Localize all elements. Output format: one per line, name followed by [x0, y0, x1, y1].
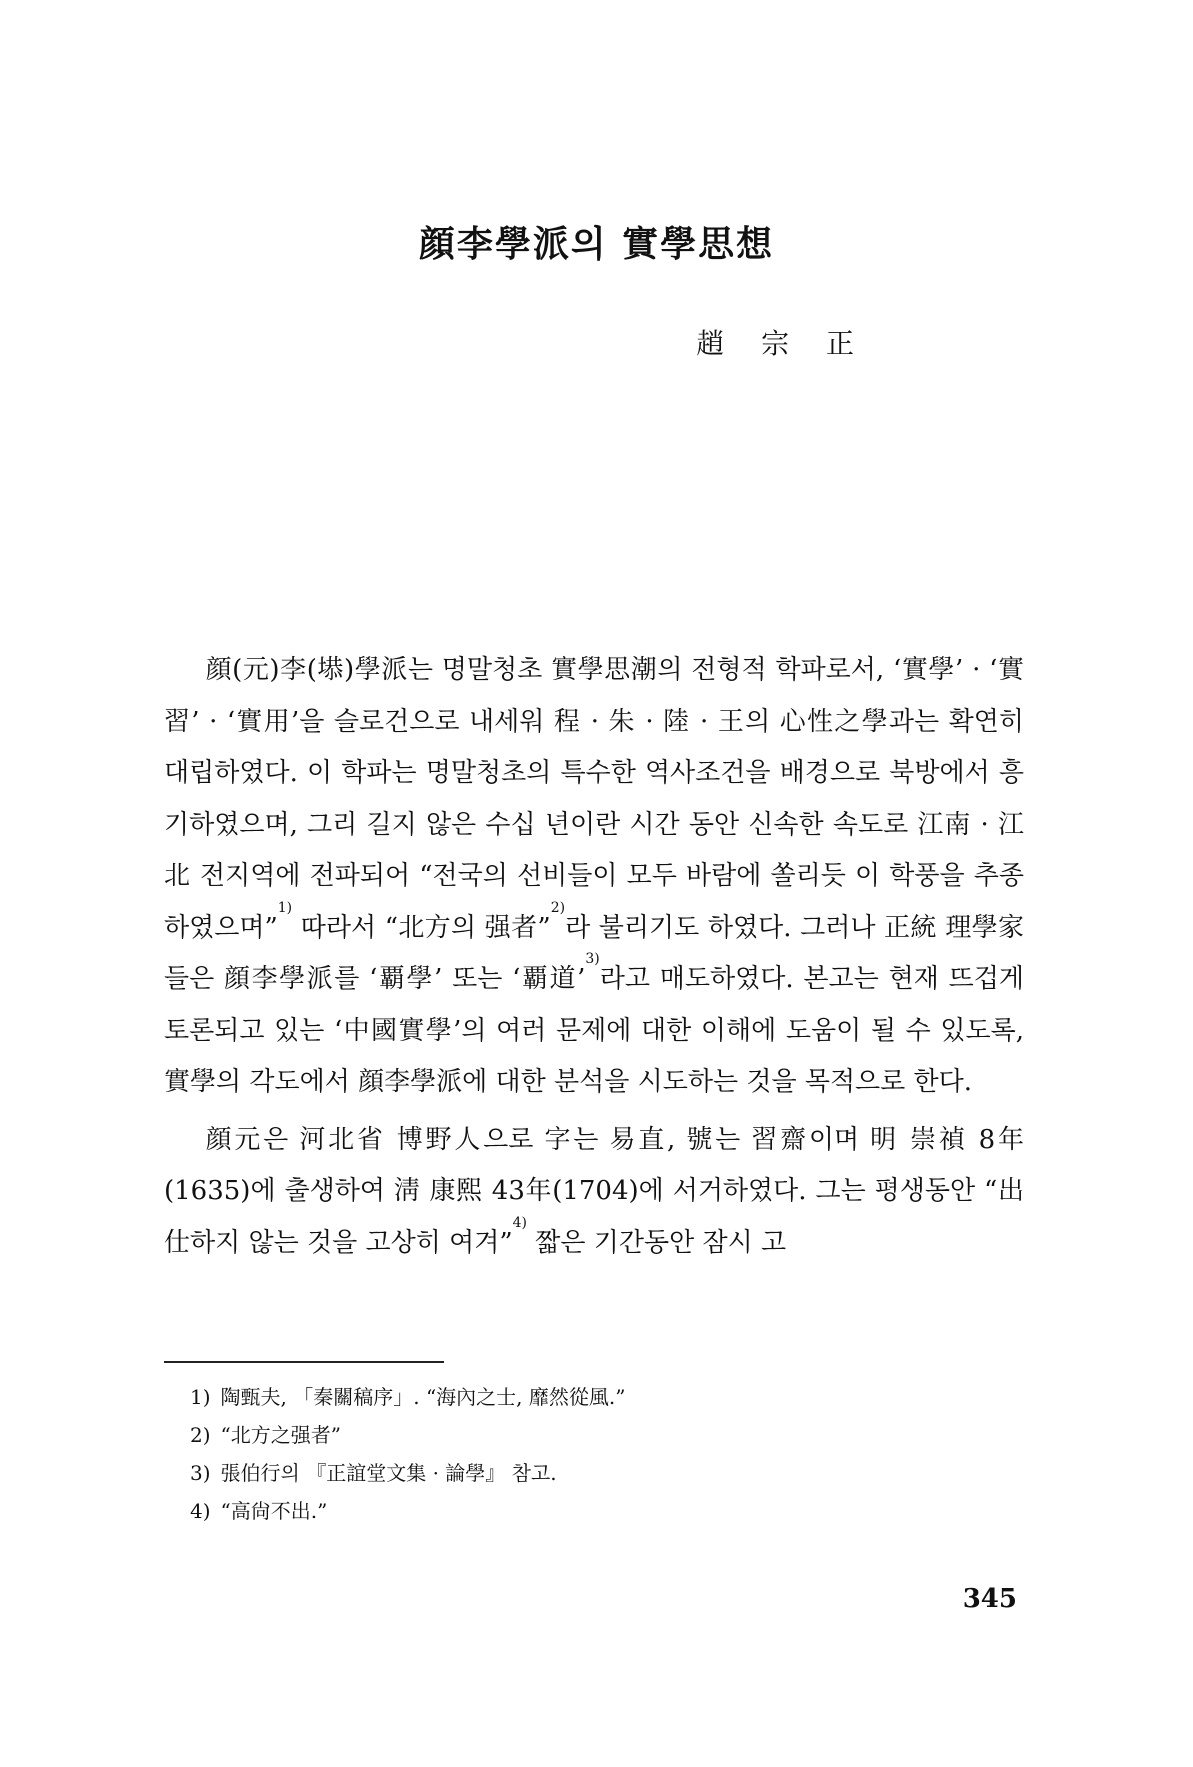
- footnote-ref-1[interactable]: 1): [277, 899, 293, 916]
- author-name: 趙 宗 正: [696, 327, 868, 360]
- p1-text-1: 顔(元)李(塨)學派는 명말청초 實學思潮의 전형적 학파로서, ‘實學’ · ‘實習’ · ‘實用’을 슬로건으로 내세워 程 · 朱 · 陸 · 王의 心性之學과는 확연히 대립하였다. 이 학파는 명말청초의 특수한 역사조건을 배경으로 북방에서 흥기하였으며, 그리 길지 않은 수십 년이란 시간 동안 신속한 속도로 江南 · 江北 전지역에 전파되어 “전국의 선비들이 모두 바람에 쏠리듯 이 학풍을 추종하였으며”: [164, 655, 1024, 943]
- p2-text-2: 짧은 기간동안 잠시 고: [527, 1227, 787, 1258]
- footnote-number: 3): [190, 1461, 211, 1485]
- body-text: [164, 645, 1024, 1275]
- footnote-3: [190, 1454, 970, 1492]
- page-number: 345: [962, 1584, 1017, 1614]
- footnote-text: 張伯行의 『正誼堂文集 · 論學』 참고.: [220, 1461, 557, 1485]
- footnote-number: 2): [190, 1423, 211, 1447]
- footnote-text: 陶甄夫, 「秦關稿序」. “海內之士, 靡然從風.”: [220, 1385, 626, 1409]
- footnote-number: 4): [190, 1499, 211, 1523]
- footnotes: [190, 1378, 970, 1530]
- footnote-ref-4[interactable]: 4): [512, 1214, 528, 1231]
- p1-text-3: 라 불리기도 하였다. 그러나 正統 理學家들은 顔李學派를 ‘覇學’ 또는 ‘覇道’: [164, 912, 1024, 994]
- footnote-1: [190, 1378, 970, 1416]
- article-title: 顔李學派의 實學思想: [418, 223, 775, 266]
- footnote-ref-2[interactable]: 2): [550, 899, 566, 916]
- footnote-number: 1): [190, 1385, 211, 1409]
- paragraph-2: [164, 1115, 1024, 1270]
- footnote-2: [190, 1416, 970, 1454]
- footnote-ref-3[interactable]: 3): [585, 951, 600, 967]
- footnote-text: “高尙不出.”: [220, 1499, 328, 1523]
- footnote-4: [190, 1492, 970, 1530]
- footnote-text: “北方之强者”: [220, 1423, 341, 1447]
- paragraph-1: [164, 645, 1024, 1109]
- p2-text-1: 顔元은 河北省 博野人으로 字는 易直, 號는 習齋이며 明 崇禎 8年(1635)에 출생하여 淸 康熙 43年(1704)에 서거하였다. 그는 평생동안 “出仕하지 않는 것을 고상히 여겨”: [164, 1124, 1024, 1258]
- footnote-divider: [164, 1361, 444, 1363]
- p1-text-4: 라고 매도하였다. 본고는 현재 뜨겁게 토론되고 있는 ‘中國實學’의 여러 문제에 대한 이해에 도움이 될 수 있도록, 實學의 각도에서 顔李學派에 대한 분석을 시도하는 것을 목적으로 한다.: [164, 964, 1024, 1097]
- p1-text-2: 따라서 “北方의 强者”: [292, 912, 551, 943]
